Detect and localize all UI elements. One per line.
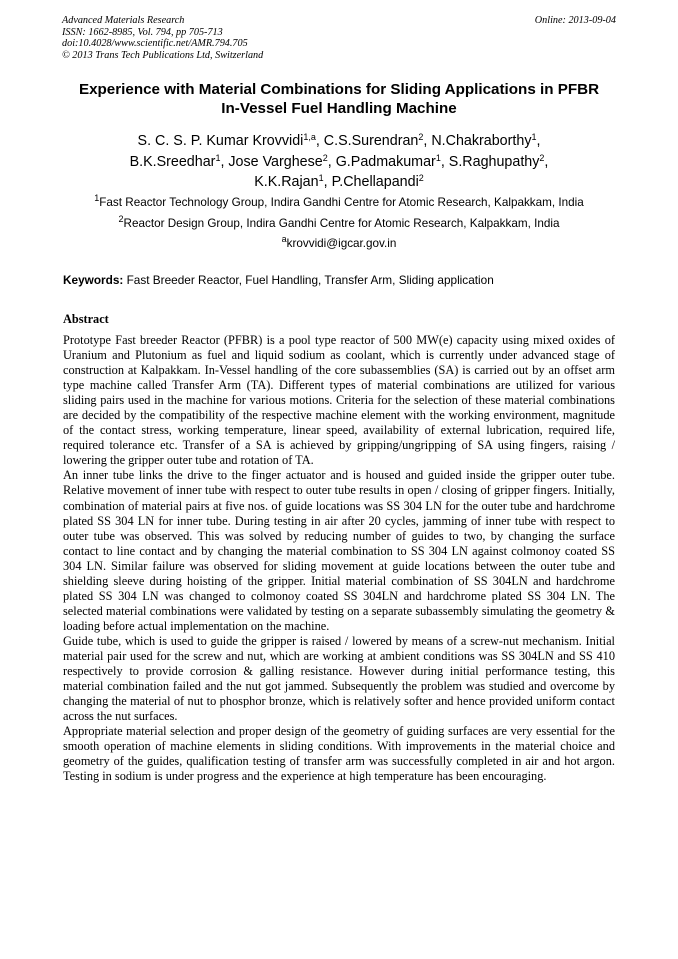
author-affiliation-sup: 2 <box>539 152 545 163</box>
author-list <box>60 131 618 193</box>
author-affiliation-sup: 1 <box>215 152 221 163</box>
author-line-3 <box>60 172 618 193</box>
author-name: S. C. S. P. Kumar Krovvidi <box>137 133 304 149</box>
author-name: N.Chakraborthy <box>431 133 532 149</box>
abstract-body <box>63 333 615 784</box>
affiliation-1 <box>40 193 638 210</box>
journal-copyright: © 2013 Trans Tech Publications Ltd, Switzerland <box>62 49 264 61</box>
affiliation-1-text: Fast Reactor Technology Group, Indira Gandhi Centre for Atomic Research, Kalpakkam, India <box>99 196 584 209</box>
title-line-2: In-Vessel Fuel Handling Machine <box>221 99 457 117</box>
keywords <box>63 273 615 287</box>
author-affiliation-sup: 1 <box>318 173 324 183</box>
author-affiliation-sup: 2 <box>418 132 424 142</box>
email-sup: a <box>281 234 287 244</box>
author-separator: , <box>440 153 449 170</box>
email-text: krovvidi@igcar.gov.in <box>286 237 397 250</box>
author-name: K.K.Rajan <box>254 174 319 190</box>
author-name: S.Raghupathy <box>448 153 540 170</box>
abstract-paragraph-3: Guide tube, which is used to guide the gripper is raised / lowered by means of a screw-nut mechanism. Initial material pair used for the screw and nut, which are working at ambient conditions was SS 304LN and SS 410 respectively to provide corrosion & galling resistance. However during initial performance testing, this material combination failed and the nut got jammed. Subsequently the problem was studied and overcome by changing the material of nut to phosphor bronze, which is relatively softer and hence provided uniform contact across the nut surfaces. <box>63 633 615 724</box>
author-line-1 <box>60 131 618 152</box>
author-name: B.K.Sreedhar <box>129 153 216 170</box>
author-separator: , <box>327 153 336 170</box>
author-separator: , <box>323 174 332 190</box>
affiliation-2-sup: 2 <box>118 214 124 224</box>
abstract-heading: Abstract <box>63 312 109 326</box>
abstract-paragraph-2: An inner tube links the drive to the finger actuator and is housed and guided inside the gripper outer tube. Relative movement of inner tube with respect to outer tube results in open / closing of gripper fingers. Initially, combination of material pairs at five nos. of guide locations was SS 304 LN for the outer tube and hardchrome plated SS 304 LN for inner tube. During testing in air after 20 cycles, jamming of inner tube with respect to outer tube was observed. This was solved by reducing number of guides to two, by changing the surface contact to line contact and by changing the material combination to SS 304 LN against colmonoy coated SS 304 LN. Similar failure was observed for sliding movement at guide locations between the outer tube and shielding sleeve during hoisting of the gripper. Initial material combination of SS 304LN and hardchrome plated SS 304 LN was changed to colmonoy coated SS 304LN and hardchrome plated SS 304 LN. The selected material combinations were validated by testing on a separate subassembly simulating the geometry & loading before actual implementation on the machine. <box>63 468 615 633</box>
abstract-paragraph-4: Appropriate material selection and proper design of the geometry of guiding surfaces are very essential for the smooth operation of machine elements in sliding conditions. With improvements in the material choice and geometry of the guides, qualification testing of transfer arm was successfully completed in air and hot argon. Testing in sodium is under progress and the experience at high temperature has been encouraging. <box>63 724 615 784</box>
journal-issn: ISSN: 1662-8985, Vol. 794, pp 705-713 <box>62 26 223 38</box>
keywords-label: Keywords: <box>63 273 124 287</box>
abstract-paragraph-1: Prototype Fast breeder Reactor (PFBR) is a pool type reactor of 500 MW(e) capacity using mixed oxides of Uranium and Plutonium as fuel and liquid sodium as coolant, which is currently under advanced stage of construction at Kalpakkam. In-Vessel handling of the core subassemblies (SA) is carried out by an offset arm type machine called Transfer Arm (TA). Different types of material combinations are utilized for various sliding pairs used in the machine for various motions. Criteria for the selection of these material combinations are decided by the compatibility of the respective machine element with the working environment, magnitude of the contact stress, working temperature, linear speed, availability of external lubrication, required life, required tolerance etc. Transfer of a SA is achieved by gripping/ungripping of SA using fingers, raising / lowering the gripper outer tube and rotation of TA. <box>63 333 615 468</box>
author-separator: , <box>315 133 324 149</box>
author-separator: , <box>544 153 549 170</box>
author-separator: , <box>536 133 541 149</box>
author-affiliation-sup: 1 <box>435 152 441 163</box>
author-affiliation-sup: 1 <box>531 132 537 142</box>
author-line-2 <box>60 152 618 173</box>
author-affiliation-sup: 2 <box>322 152 328 163</box>
keywords-text: Fast Breeder Reactor, Fuel Handling, Transfer Arm, Sliding application <box>123 273 494 287</box>
affiliation-2 <box>40 214 638 231</box>
author-affiliation-sup: 2 <box>418 173 424 183</box>
affiliation-1-sup: 1 <box>94 193 100 203</box>
corresponding-email <box>40 234 638 251</box>
journal-header <box>62 15 616 61</box>
author-affiliation-sup: 1,a <box>303 132 316 142</box>
author-separator: , <box>220 153 229 170</box>
author-separator: , <box>423 133 432 149</box>
author-name: G.Padmakumar <box>335 153 436 170</box>
journal-name: Advanced Materials Research <box>62 15 185 26</box>
author-name: C.S.Surendran <box>323 133 419 149</box>
author-name: Jose Varghese <box>228 153 323 170</box>
online-date: Online: 2013-09-04 <box>534 15 616 26</box>
paper-title <box>40 81 638 118</box>
author-name: P.Chellapandi <box>331 174 419 190</box>
journal-doi: doi:10.4028/www.scientific.net/AMR.794.705 <box>62 38 248 50</box>
title-line-1: Experience with Material Combinations for Sliding Applications in PFBR <box>78 81 600 98</box>
affiliation-2-text: Reactor Design Group, Indira Gandhi Centre for Atomic Research, Kalpakkam, India <box>123 217 560 230</box>
